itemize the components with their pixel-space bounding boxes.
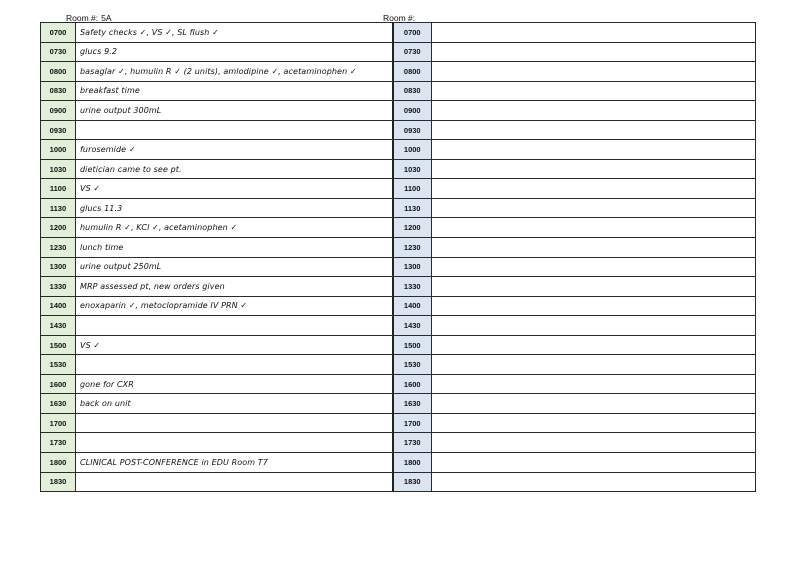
right-note-cell[interactable] <box>432 316 756 336</box>
schedule-row <box>41 101 756 121</box>
handwritten-note <box>76 477 80 486</box>
left-time-cell: 1100 <box>41 179 76 199</box>
right-time-cell: 1030 <box>393 159 432 179</box>
left-note-cell[interactable] <box>76 472 393 492</box>
left-note-cell[interactable] <box>76 335 393 355</box>
left-time-cell: 0900 <box>41 101 76 121</box>
right-note-cell[interactable] <box>432 81 756 101</box>
schedule-table <box>40 22 756 492</box>
schedule-row <box>41 374 756 394</box>
left-time-cell: 1330 <box>41 277 76 297</box>
left-time-cell: 1430 <box>41 316 76 336</box>
right-time-cell: 1530 <box>393 355 432 375</box>
right-note-cell[interactable] <box>432 296 756 316</box>
right-note-cell[interactable] <box>432 433 756 453</box>
left-note-cell[interactable] <box>76 140 393 160</box>
left-time-cell: 1500 <box>41 335 76 355</box>
left-note-cell[interactable] <box>76 42 393 62</box>
left-note-cell[interactable] <box>76 120 393 140</box>
right-time-cell: 1100 <box>393 179 432 199</box>
schedule-row <box>41 198 756 218</box>
handwritten-note: VS ✓ <box>80 340 101 350</box>
schedule-row <box>41 394 756 414</box>
left-time-cell: 1400 <box>41 296 76 316</box>
schedule-row <box>41 453 756 473</box>
right-time-cell: 1430 <box>393 316 432 336</box>
right-time-cell: 0730 <box>393 42 432 62</box>
right-note-cell[interactable] <box>432 374 756 394</box>
right-time-cell: 1600 <box>393 374 432 394</box>
right-note-cell[interactable] <box>432 218 756 238</box>
schedule-row <box>41 413 756 433</box>
left-note-cell[interactable] <box>76 179 393 199</box>
left-time-cell: 0730 <box>41 42 76 62</box>
right-note-cell[interactable] <box>432 355 756 375</box>
left-note-cell[interactable] <box>76 316 393 336</box>
left-note-cell[interactable] <box>76 23 393 43</box>
handwritten-note <box>76 419 80 428</box>
handwritten-note: back on unit <box>80 399 131 409</box>
right-time-cell: 0900 <box>393 101 432 121</box>
left-room-label: Room #: <box>66 13 99 23</box>
schedule-row <box>41 257 756 277</box>
left-note-cell[interactable] <box>76 62 393 82</box>
right-note-cell[interactable] <box>432 23 756 43</box>
schedule-row <box>41 218 756 238</box>
right-time-cell: 1630 <box>393 394 432 414</box>
handwritten-note: Safety checks ✓, VS ✓, SL flush ✓ <box>80 27 219 37</box>
right-note-cell[interactable] <box>432 179 756 199</box>
right-time-cell: 1330 <box>393 277 432 297</box>
handwritten-note: glucs 11.3 <box>80 203 123 213</box>
right-time-cell: 0930 <box>393 120 432 140</box>
left-time-cell: 0700 <box>41 23 76 43</box>
right-note-cell[interactable] <box>432 238 756 258</box>
right-note-cell[interactable] <box>432 472 756 492</box>
handwritten-note: urine output 250mL <box>80 262 162 272</box>
right-time-cell: 1830 <box>393 472 432 492</box>
schedule-row <box>41 296 756 316</box>
left-time-cell: 1130 <box>41 198 76 218</box>
left-note-cell[interactable] <box>76 413 393 433</box>
left-note-cell[interactable] <box>76 81 393 101</box>
schedule-row <box>41 62 756 82</box>
schedule-row <box>41 159 756 179</box>
left-time-cell: 1300 <box>41 257 76 277</box>
right-time-cell: 1200 <box>393 218 432 238</box>
right-time-cell: 1230 <box>393 238 432 258</box>
left-time-cell: 1600 <box>41 374 76 394</box>
schedule-row <box>41 42 756 62</box>
left-note-cell[interactable] <box>76 374 393 394</box>
left-note-cell[interactable] <box>76 453 393 473</box>
schedule-row <box>41 433 756 453</box>
right-time-cell: 1800 <box>393 453 432 473</box>
left-note-cell[interactable] <box>76 433 393 453</box>
right-note-cell[interactable] <box>432 198 756 218</box>
left-note-cell[interactable] <box>76 277 393 297</box>
right-note-cell[interactable] <box>432 159 756 179</box>
right-time-cell: 1730 <box>393 433 432 453</box>
left-time-cell: 0930 <box>41 120 76 140</box>
left-time-cell: 1700 <box>41 413 76 433</box>
schedule-row <box>41 120 756 140</box>
right-time-cell: 1700 <box>393 413 432 433</box>
left-room-value[interactable]: 5A <box>101 13 112 23</box>
schedule-row <box>41 238 756 258</box>
handwritten-note: basaglar ✓, humulin R ✓ (2 units), amlodipine ✓, acetaminophen ✓ <box>80 66 357 76</box>
handwritten-note: gone for CXR <box>80 379 134 389</box>
left-note-cell[interactable] <box>76 198 393 218</box>
right-note-cell[interactable] <box>432 62 756 82</box>
right-time-cell: 1500 <box>393 335 432 355</box>
handwritten-note: glucs 9.2 <box>80 47 118 57</box>
left-time-cell: 1630 <box>41 394 76 414</box>
right-time-cell: 1300 <box>393 257 432 277</box>
left-time-cell: 1530 <box>41 355 76 375</box>
handwritten-note: breakfast time <box>80 86 140 96</box>
left-note-cell[interactable] <box>76 257 393 277</box>
schedule-row <box>41 81 756 101</box>
schedule-row <box>41 355 756 375</box>
left-time-cell: 1830 <box>41 472 76 492</box>
right-note-cell[interactable] <box>432 335 756 355</box>
handwritten-note <box>76 126 80 135</box>
right-time-cell: 0830 <box>393 81 432 101</box>
right-time-cell: 0700 <box>393 23 432 43</box>
left-time-cell: 1230 <box>41 238 76 258</box>
handwritten-note: dietician came to see pt. <box>80 164 182 174</box>
left-note-cell[interactable] <box>76 159 393 179</box>
schedule-row <box>41 179 756 199</box>
right-time-cell: 1400 <box>393 296 432 316</box>
right-note-cell[interactable] <box>432 413 756 433</box>
right-time-cell: 1000 <box>393 140 432 160</box>
left-note-cell[interactable] <box>76 218 393 238</box>
right-note-cell[interactable] <box>432 453 756 473</box>
right-note-cell[interactable] <box>432 42 756 62</box>
left-time-cell: 0800 <box>41 62 76 82</box>
left-note-cell[interactable] <box>76 296 393 316</box>
left-time-cell: 1200 <box>41 218 76 238</box>
left-time-cell: 1000 <box>41 140 76 160</box>
handwritten-note: enoxaparin ✓, metoclopramide IV PRN ✓ <box>80 301 248 311</box>
schedule-row <box>41 472 756 492</box>
handwritten-note <box>76 321 80 330</box>
schedule-row <box>41 23 756 43</box>
right-note-cell[interactable] <box>432 120 756 140</box>
left-time-cell: 1730 <box>41 433 76 453</box>
handwritten-note: lunch time <box>80 242 124 252</box>
right-room-label: Room #: <box>383 13 416 23</box>
handwritten-note <box>76 438 80 447</box>
handwritten-note: urine output 300mL <box>80 105 162 115</box>
left-time-cell: 0830 <box>41 81 76 101</box>
schedule-row <box>41 316 756 336</box>
right-note-cell[interactable] <box>432 277 756 297</box>
left-note-cell[interactable] <box>76 238 393 258</box>
handwritten-note: furosemide ✓ <box>80 145 136 155</box>
handwritten-note: MRP assessed pt, new orders given <box>80 281 225 291</box>
left-note-cell[interactable] <box>76 394 393 414</box>
left-time-cell: 1800 <box>41 453 76 473</box>
left-note-cell[interactable] <box>76 101 393 121</box>
left-note-cell[interactable] <box>76 355 393 375</box>
right-time-cell: 0800 <box>393 62 432 82</box>
schedule-row <box>41 277 756 297</box>
right-note-cell[interactable] <box>432 101 756 121</box>
schedule-row <box>41 335 756 355</box>
right-note-cell[interactable] <box>432 394 756 414</box>
right-note-cell[interactable] <box>432 140 756 160</box>
schedule-row <box>41 140 756 160</box>
left-time-cell: 1030 <box>41 159 76 179</box>
handwritten-note: CLINICAL POST-CONFERENCE in EDU Room T7 <box>80 457 268 467</box>
handwritten-note: humulin R ✓, KCl ✓, acetaminophen ✓ <box>80 223 238 233</box>
handwritten-note <box>76 360 80 369</box>
handwritten-note: VS ✓ <box>80 184 101 194</box>
right-time-cell: 1130 <box>393 198 432 218</box>
right-note-cell[interactable] <box>432 257 756 277</box>
